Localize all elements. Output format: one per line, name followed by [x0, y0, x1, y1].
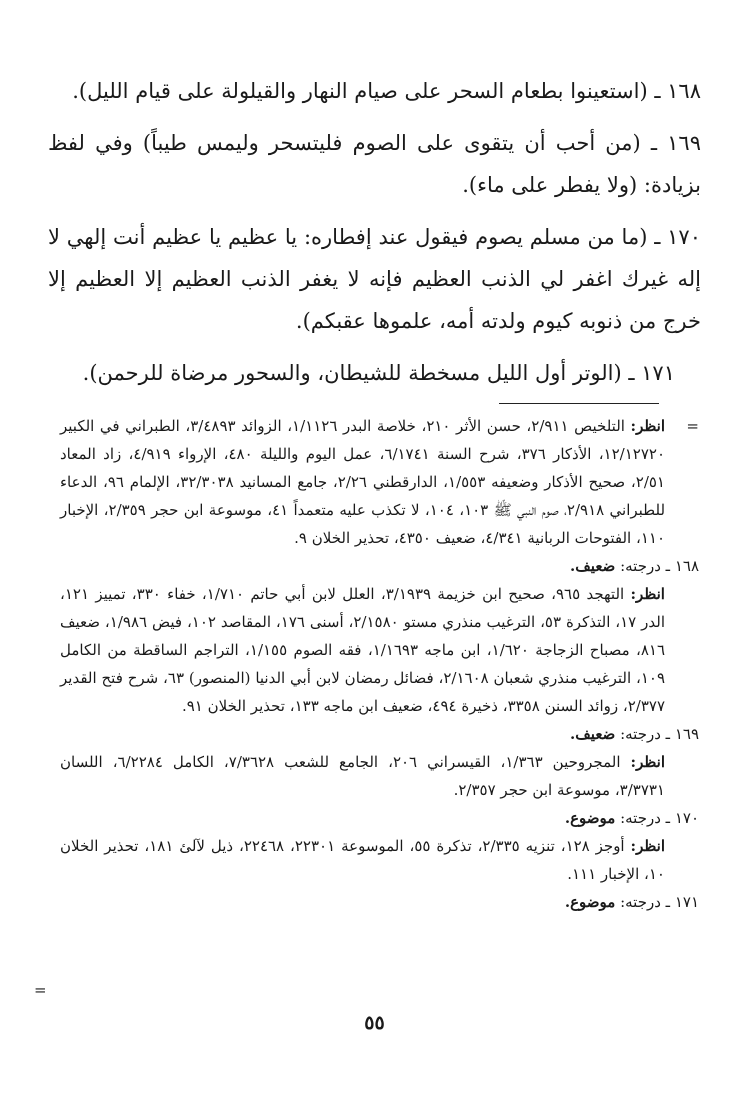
grade-prefix: ١٦٩ ـ درجته:: [620, 725, 699, 743]
footnote-169-refs: [60, 748, 699, 804]
hadith-170: ١٧٠ ـ (ما من مسلم يصوم فيقول عند إفطاره: يا عظيم يا عظيم أنت إلهي لا إله غيرك اغفر لي الذنب العظيم فإنه لا يغفر الذنب العظيم إلا العظيم إلا خرج من ذنوبه كيوم ولدته أمه، علموها عقبكم).: [48, 225, 701, 333]
grade-value: ضعيف.: [570, 557, 616, 575]
footnote-refs: أوجز ١٢٨، تنزيه ٢/٣٣٥، تذكرة ٥٥، الموسوعة ٢٢٣٠١، ٢٢٤٦٨، ذيل لآلئ ١٨١، تحذير الخلان ١٠، الإخبار ١١١.: [60, 837, 665, 883]
footnote-label: انظر:: [630, 417, 665, 435]
grade-prefix: ١٦٨ ـ درجته:: [620, 557, 699, 575]
footnote-170-refs: [60, 832, 699, 888]
main-text: [48, 70, 701, 404]
hadith-171: ١٧١ ـ (الوتر أول الليل مسخطة للشيطان، والسحور مرضاة للرحمن).: [82, 361, 675, 385]
continuation-mark: =: [686, 417, 699, 435]
grade-line-169: [60, 720, 699, 748]
page-number: ٥٥: [364, 1012, 385, 1034]
grade-value: ضعيف.: [570, 725, 616, 743]
footnote-168-refs: [60, 580, 699, 720]
footnote-refs: المجروحين ١/٣٦٣، القيسراني ٢٠٦، الجامع للشعب ٧/٣٦٢٨، الكامل ٦/٢٢٨٤، اللسان ٣/٣٧٣١، موسوعة ابن حجر ٢/٣٥٧.: [60, 753, 665, 799]
footnote-label: انظر:: [630, 837, 665, 855]
grade-line-171: [60, 888, 699, 916]
hadith-169: ١٦٩ ـ (من أحب أن يتقوى على الصوم فليتسحر وليمس طيباً) وفي لفظ بزيادة: (ولا يفطر على ماء).: [48, 131, 701, 197]
grade-value: موضوع.: [564, 893, 616, 911]
hadith-168: ١٦٨ ـ (استعينوا بطعام السحر على صيام النهار والقيلولة على قيام الليل).: [72, 79, 701, 103]
footnote-label: انظر:: [630, 753, 665, 771]
footnote-separator: [499, 403, 659, 404]
grade-line-170: [60, 804, 699, 832]
grade-prefix: ١٧٠ ـ درجته:: [620, 809, 699, 827]
footnote-refs: التلخيص ٢/٩١١، حسن الأثر ٢١٠، خلاصة البدر ١/١١٢٦، الزوائد ٣/٤٨٩٣، الطبراني في الكبير ١٢/١٢٧٢٠، الأذكار ٣٧٦، شرح السنة ٦/١٧٤١، عمل اليوم والليلة ٤٨٠، الإرواء ٤/٩١٩، زاد المعاد ٢/٥١، صحيح الأذكار وضعيفه ١/٥٥٣، الدارقطني ٢/٢٦، جامع المسانيد ٣٢/٣٠٣٨، الإلمام ٩٦، الدعاء للطبراني ٢/٩١٨، صوم النبي ﷺ ١٠٣، ١٠٤، لا تكذب عليه متعمداً ٤١، موسوعة ابن حجر ٢/٣٥٩، الإخبار ١١٠، الفتوحات الربانية ٤/٣٤١، ضعيف ٤٣٥٠، تحذير الخلان ٩.: [60, 417, 666, 547]
footnote-label: انظر:: [630, 585, 665, 603]
grade-value: موضوع.: [564, 809, 616, 827]
continuation-mark-end: =: [34, 981, 47, 999]
footnote-refs: التهجد ٩٦٥، صحيح ابن خزيمة ٣/١٩٣٩، العلل لابن أبي حاتم ١/٧١٠، خفاء ٣٣٠، تمييز ١٢١، الدر ١٧، التذكرة ٥٣، الترغيب منذري مستو ٢/١٥٨٠، أسنى ١٧٦، المقاصد ١٠٢، فيض ١/٩٨٦، ضعيف ٨١٦، مصباح الزجاجة ١/٦٢٠، ابن ماجه ١/١٦٩٣، فقه الصوم ١/١٥٥، التراجم الساقطة من الكامل ١٠٩، الترغيب منذري شعبان ٢/١٦٠٨، فضائل رمضان لابن أبي الدنيا (المنصور) ٦٣، شرح فتح القدير ٢/٣٧٧، زوائد السنن ٣٣٥٨، ذخيرة ٤٩٤، ضعيف ابن ماجه ١٣٣، تحذير الخلان ٩١.: [60, 585, 666, 715]
footnotes: [60, 412, 699, 916]
grade-line-168: [60, 552, 699, 580]
footnote-continued: [60, 412, 699, 552]
grade-prefix: ١٧١ ـ درجته:: [620, 893, 699, 911]
